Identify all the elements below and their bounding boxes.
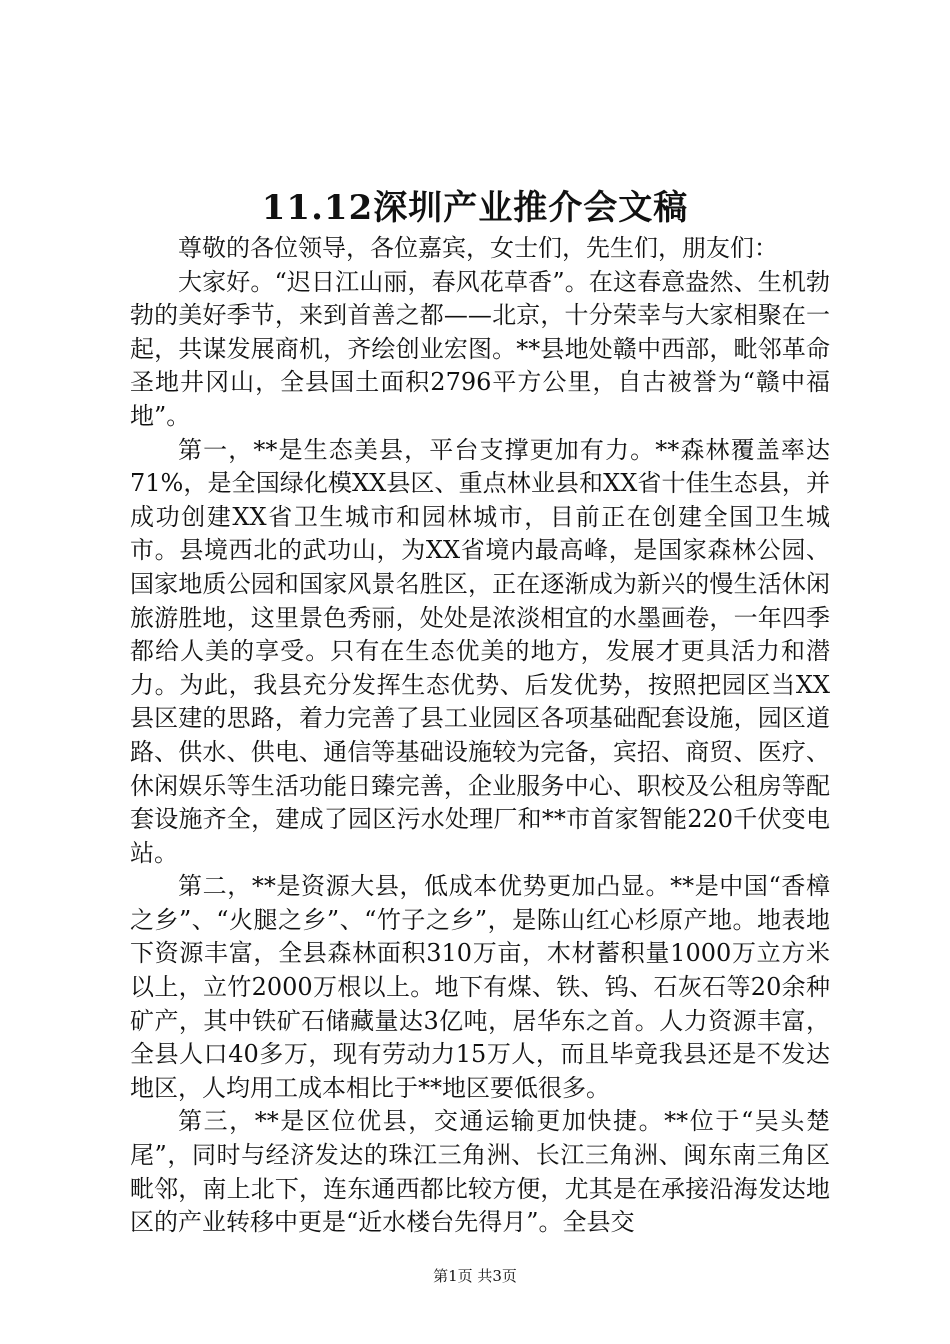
paragraph-second-point: 第二，**是资源大县，低成本优势更加凸显。**是中国“香樟之乡”、“火腿之乡”、“竹子之乡”，是陈山红心杉原产地。地表地下资源丰富，全县森林面积310万亩，木材蓄积量1000万立方米以上，立竹2000万根以上。地下有煤、铁、钨、石灰石等20余种矿产，其中铁矿石储藏量达3亿吨，居华东之首。人力资源丰富，全县人口40多万，现有劳动力15万人，而且毕竟我县还是不发达地区，人均用工成本相比于**地区要低很多。 xyxy=(130,872,830,1102)
document-body xyxy=(130,232,830,1240)
paragraph-intro: 大家好。“迟日江山丽，春风花草香”。在这春意盎然、生机勃勃的美好季节，来到首善之都——北京，十分荣幸与大家相聚在一起，共谋发展商机，齐绘创业宏图。**县地处赣中西部，毗邻革命圣地井冈山，全县国土面积2796平方公里，自古被誉为“赣中福地”。 xyxy=(130,267,830,430)
paragraph-third-point: 第三，**是区位优县，交通运输更加快捷。**位于“吴头楚尾”，同时与经济发达的珠江三角洲、长江三角洲、闽东南三角区毗邻，南上北下，连东通西都比较方便，尤其是在承接沿海发达地区的产业转移中更是“近水楼台先得月”。全县交 xyxy=(130,1107,830,1237)
document-title: 11.12深圳产业推介会文稿 xyxy=(261,188,689,228)
paragraph-salutation: 尊敬的各位领导，各位嘉宾，女士们，先生们，朋友们： xyxy=(178,234,778,262)
page-number-footer: 第1页 共3页 xyxy=(433,1267,517,1285)
paragraph-first-point: 第一，**是生态美县，平台支撑更加有力。**森林覆盖率达71%，是全国绿化模XX县区、重点林业县和XX省十佳生态县，并成功创建XX省卫生城市和园林城市，目前正在创建全国卫生城市。县境西北的武功山，为XX省境内最高峰，是国家森林公园、国家地质公园和国家风景名胜区，正在逐渐成为新兴的慢生活休闲旅游胜地，这里景色秀丽，处处是浓淡相宜的水墨画卷，一年四季都给人美的享受。只有在生态优美的地方，发展才更具活力和潜力。为此，我县充分发挥生态优势、后发优势，按照把园区当XX县区建的思路，着力完善了县工业园区各项基础配套设施，园区道路、供水、供电、通信等基础设施较为完备，宾招、商贸、医疗、休闲娱乐等生活功能日臻完善，企业服务中心、职校及公租房等配套设施齐全，建成了园区污水处理厂和**市首家智能220千伏变电站。 xyxy=(130,435,830,867)
